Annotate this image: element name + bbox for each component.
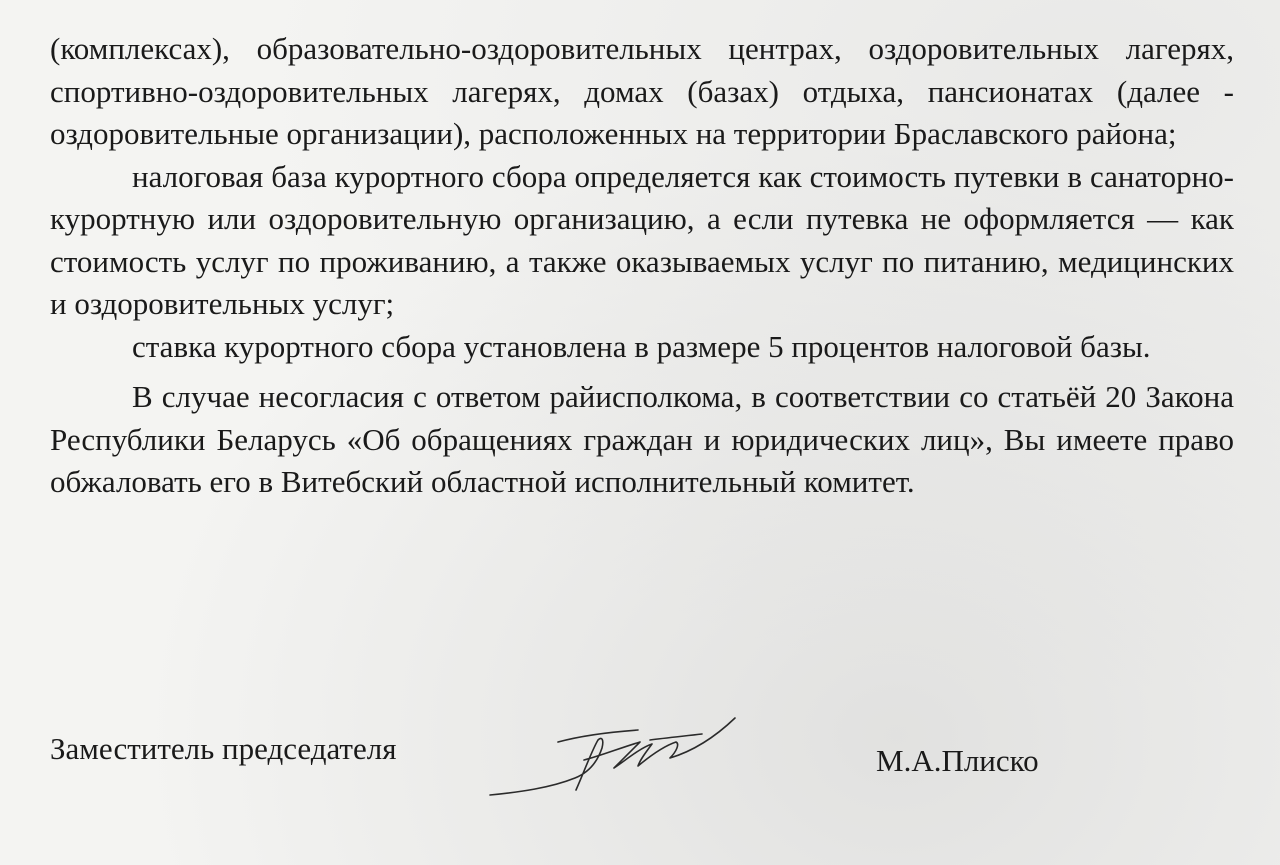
paragraph-3: ставка курортного сбора установлена в размере 5 процентов налоговой базы. bbox=[132, 328, 1151, 364]
handwritten-signature bbox=[480, 700, 750, 810]
paragraph-2: налоговая база курортного сбора определяется как стоимость путевки в санаторно-курортную или оздоровительную организацию, а если путевка не оформляется — как стоимость услуг по проживанию, а также оказываемых услуг по питанию, медицинских и оздоровительных услуг; bbox=[50, 158, 1234, 321]
signatory-position: Заместитель председателя bbox=[50, 731, 397, 766]
signature-block bbox=[0, 700, 1280, 810]
paragraph-4: В случае несогласия с ответом райисполкома, в соответствии со статьёй 20 Закона Республики Беларусь «Об обращениях граждан и юридических лиц», Вы имеете право обжаловать его в Витебский областной исполнительный комитет. bbox=[50, 379, 1234, 499]
document-body bbox=[50, 28, 1234, 504]
paragraph-1: (комплексах), образовательно-оздоровительных центрах, оздоровительных лагерях, спортивно-оздоровительных лагерях, домах (базах) отдыха, пансионатах (далее - оздоровительные организации), расположенных на территории Браславского района; bbox=[50, 31, 1234, 151]
signatory-name: М.А.Плиско bbox=[876, 743, 1039, 778]
